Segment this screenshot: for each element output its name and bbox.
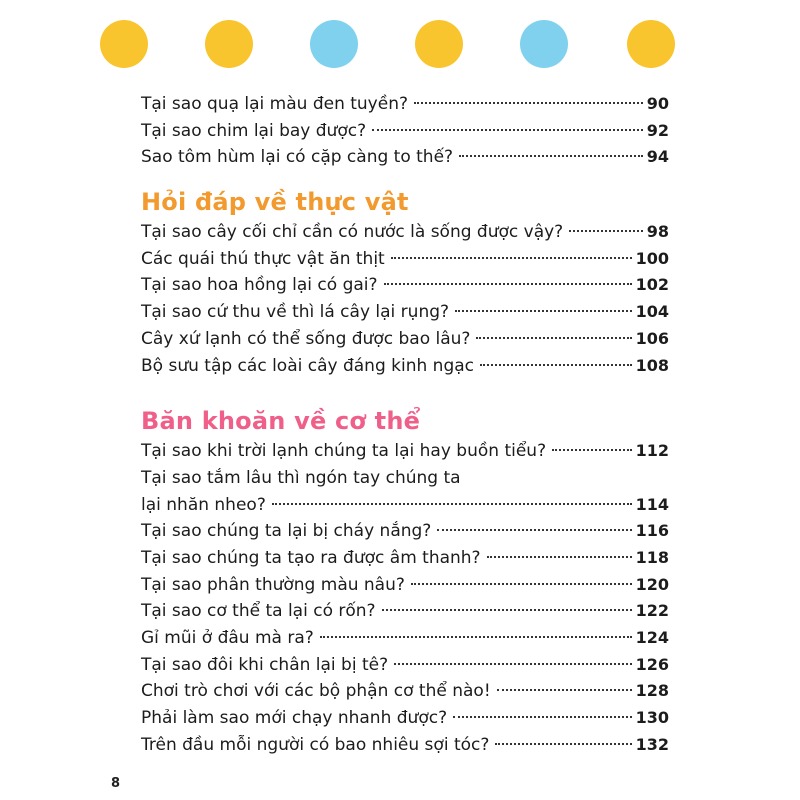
dot-leader [453,716,631,718]
dot-leader [487,556,632,558]
dot-leader [437,529,631,531]
entry-title: Trên đầu mỗi người có bao nhiêu sợi tóc? [141,734,490,755]
entry-page-number: 124 [635,628,669,647]
entry-page-number: 100 [635,248,669,268]
entry-page-number: 126 [635,654,669,674]
toc-entry[interactable] [141,518,669,545]
dot-leader [552,449,631,451]
dot-leader [495,743,631,745]
dot-leader [272,503,632,505]
dot-leader [476,337,631,339]
entry-page-number: 104 [635,302,669,322]
decor-dot [100,20,148,68]
decor-dot [310,20,358,68]
toc-entry[interactable] [141,118,669,145]
entry-page-number: 112 [635,441,669,461]
dot-leader [394,663,631,665]
entry-title: Phải làm sao mới chạy nhanh được? [141,708,448,729]
dot-leader [455,310,632,312]
entry-title: Tại sao cây cối chỉ cần có nước là sống được vậy? [141,222,564,243]
entry-title: Cây xứ lạnh có thể sống được bao lâu? [141,328,471,349]
toc-entry[interactable] [141,732,669,759]
entry-title: Tại sao cơ thể ta lại có rốn? [141,601,376,622]
entry-page-number: 102 [635,275,669,295]
dot-leader [384,283,632,285]
entry-page-number: 120 [635,574,669,594]
dot-leader [569,230,643,232]
toc-entry[interactable] [141,272,669,299]
entry-title: Chơi trò chơi với các bộ phận cơ thể nào! [141,681,491,702]
entry-page-number: 114 [635,494,669,514]
entry-page-number: 98 [646,222,669,242]
toc-entry[interactable] [141,246,669,273]
entry-title: Sao tôm hùm lại có cặp càng to thế? [141,147,454,168]
entry-title: Gỉ mũi ở đâu mà ra? [141,628,314,648]
dot-leader [391,257,632,259]
toc-entry[interactable] [141,353,669,380]
entry-page-number: 122 [635,601,669,621]
toc-entry[interactable] [141,598,669,625]
entry-page-number: 94 [646,147,669,167]
entry-page-number: 128 [635,681,669,701]
toc-entry[interactable] [141,652,669,679]
toc-entry[interactable] [141,438,669,465]
entry-page-number: 130 [635,708,669,728]
entry-page-number: 92 [646,120,669,140]
toc-entry[interactable] [141,678,669,705]
toc-section-plants [141,185,669,379]
entry-title: Bộ sưu tập các loài cây đáng kinh ngạc [141,355,474,376]
toc-entry[interactable] [141,705,669,732]
decor-dot [627,20,675,68]
dot-leader [414,102,643,104]
entry-title: Tại sao phân thường màu nâu? [141,574,405,595]
entry-title: Tại sao cứ thu về thì lá cây lại rụng? [141,302,450,323]
section-heading: Hỏi đáp về thực vật [141,188,409,217]
dot-leader [480,364,632,366]
entry-title-line1[interactable]: Tại sao tắm lâu thì ngón tay chúng ta [141,467,461,488]
decor-dot [415,20,463,68]
entry-page-number: 106 [635,328,669,348]
dot-leader [411,583,632,585]
toc-entry[interactable] [141,91,669,118]
entry-title: Tại sao quạ lại màu đen tuyền? [141,94,409,114]
entry-title: Tại sao chim lại bay được? [141,120,367,141]
toc-section-body [141,404,669,758]
decorative-dots [100,20,680,70]
entry-page-number: 108 [635,355,669,375]
entry-page-number: 90 [646,94,669,113]
toc-entry[interactable] [141,326,669,353]
dot-leader [497,689,632,691]
section-heading: Băn khoăn về cơ thể [141,407,421,436]
toc-entry[interactable] [141,625,669,652]
decor-dot [205,20,253,68]
dot-leader [459,155,643,157]
toc-entry[interactable] [141,572,669,599]
dot-leader [382,609,632,611]
toc-section-animals [141,91,669,171]
entry-title: Tại sao khi trời lạnh chúng ta lại hay buồn tiểu? [141,441,547,462]
entry-page-number: 118 [635,547,669,567]
toc-entry[interactable] [141,144,669,171]
dot-leader [372,129,643,131]
entry-title: lại nhăn nheo? [141,494,266,515]
entry-page-number: 116 [635,521,669,541]
toc-entry[interactable] [141,545,669,572]
entry-title: Tại sao chúng ta lại bị cháy nắng? [141,521,432,542]
entry-title: Tại sao hoa hồng lại có gai? [141,275,378,296]
decor-dot [520,20,568,68]
dot-leader [320,636,632,638]
entry-title: Tại sao đôi khi chân lại bị tê? [141,654,389,675]
entry-title: Tại sao chúng ta tạo ra được âm thanh? [141,547,481,568]
entry-title: Các quái thú thực vật ăn thịt [141,248,385,269]
page-number: 8 [111,776,121,791]
table-of-contents [141,91,669,758]
toc-entry[interactable] [141,299,669,326]
entry-page-number: 132 [635,734,669,754]
toc-entry[interactable] [141,219,669,246]
toc-entry[interactable] [141,492,669,519]
